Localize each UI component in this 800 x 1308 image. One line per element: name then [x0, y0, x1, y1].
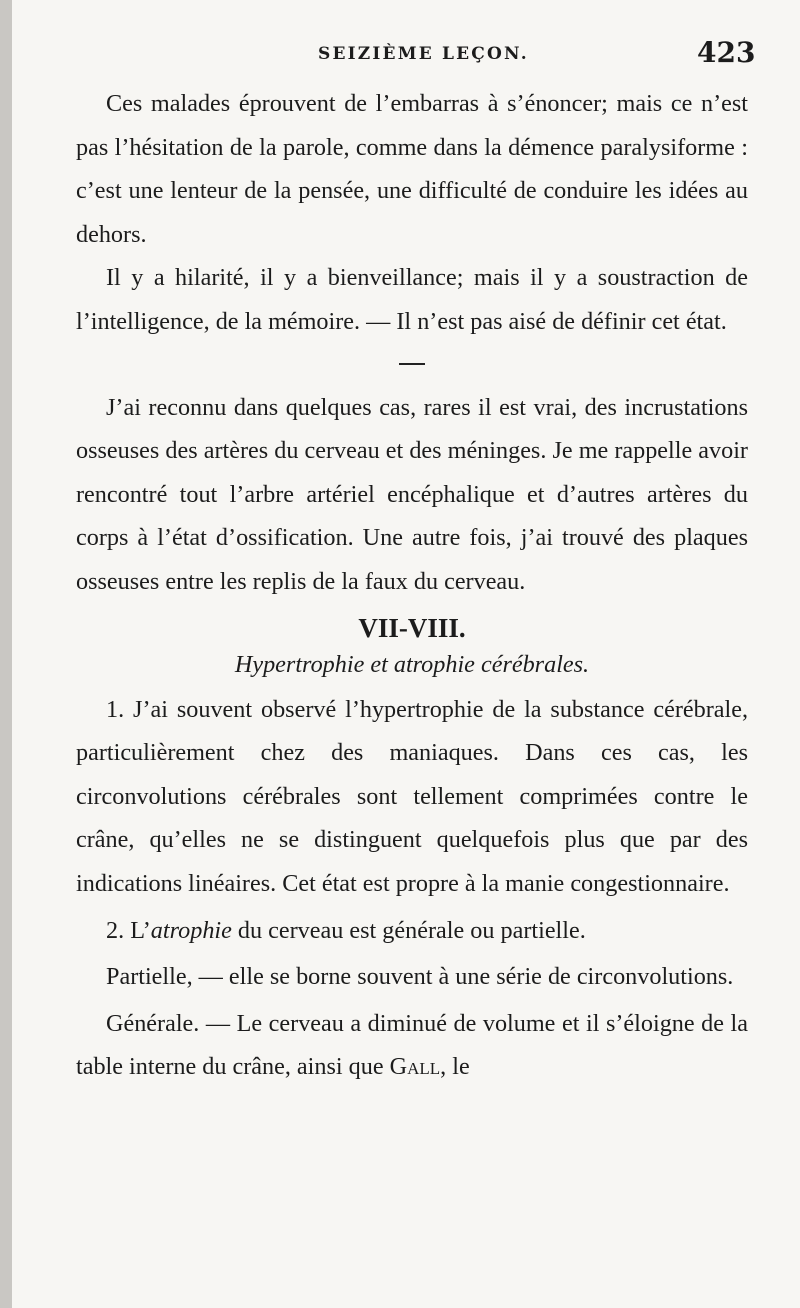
paragraph-generale-suffix: , le — [440, 1053, 470, 1081]
paragraph-atrophie — [76, 909, 748, 953]
paragraph-generale-author: Gall — [389, 1053, 441, 1081]
paragraph-hypertrophie: 1. J’ai souvent observé l’hypertrophie de la substance cérébrale, particulièrement chez des maniaques. Dans ces cas, les circonvolutions cérébrales sont tellement comprimées contre le crâne, qu’elles ne se distinguent quelquefois plus que par des indications linéaires. Cet état est propre à la manie congestionnaire. — [76, 695, 748, 897]
paragraph-generale-prefix: Générale. — Le cerveau a diminué de volume et il s’éloigne de la table interne du crâne, ainsi que — [76, 1009, 748, 1081]
section-divider — [399, 363, 425, 365]
section-title: Hypertrophie et atrophie cérébrales. — [234, 650, 590, 678]
paragraph-atrophie-suffix: du cerveau est générale ou partielle. — [231, 916, 586, 944]
paragraph-atrophie-italic: atrophie — [150, 916, 232, 944]
page-gutter-shadow — [0, 0, 12, 1308]
page-body — [76, 82, 748, 1089]
paragraph-generale — [76, 1002, 748, 1089]
paragraph-embarras: Ces malades éprouvent de l’embarras à s’énoncer; mais ce n’est pas l’hésitation de la parole, comme dans la démence paralysiforme : c’est une lenteur de la pensée, une difficulté de conduire les idées au dehors. — [76, 90, 748, 248]
paragraph-incrustations: J’ai reconnu dans quelques cas, rares il est vrai, des incrustations osseuses des artères du cerveau et des méninges. Je me rappelle avoir rencontré tout l’arbre artériel encéphalique et d’autres artères du corps à l’état d’ossification. Une autre fois, j’ai trouvé des plaques osseuses entre les replis de la faux du cerveau. — [76, 393, 748, 595]
section-number: VII-VIII. — [358, 612, 466, 643]
page-number: 423 — [697, 36, 756, 69]
running-head: SEIZIÈME LEÇON. — [318, 44, 529, 64]
paragraph-atrophie-prefix: 2. L’ — [106, 916, 151, 944]
page-header — [0, 36, 800, 76]
paragraph-partielle: Partielle, — elle se borne souvent à une série de circonvolutions. — [106, 963, 734, 991]
paragraph-hilarite: Il y a hilarité, il y a bienveillance; mais il y a soustraction de l’intelligence, de la mémoire. — Il n’est pas aisé de définir cet état. — [76, 264, 748, 335]
